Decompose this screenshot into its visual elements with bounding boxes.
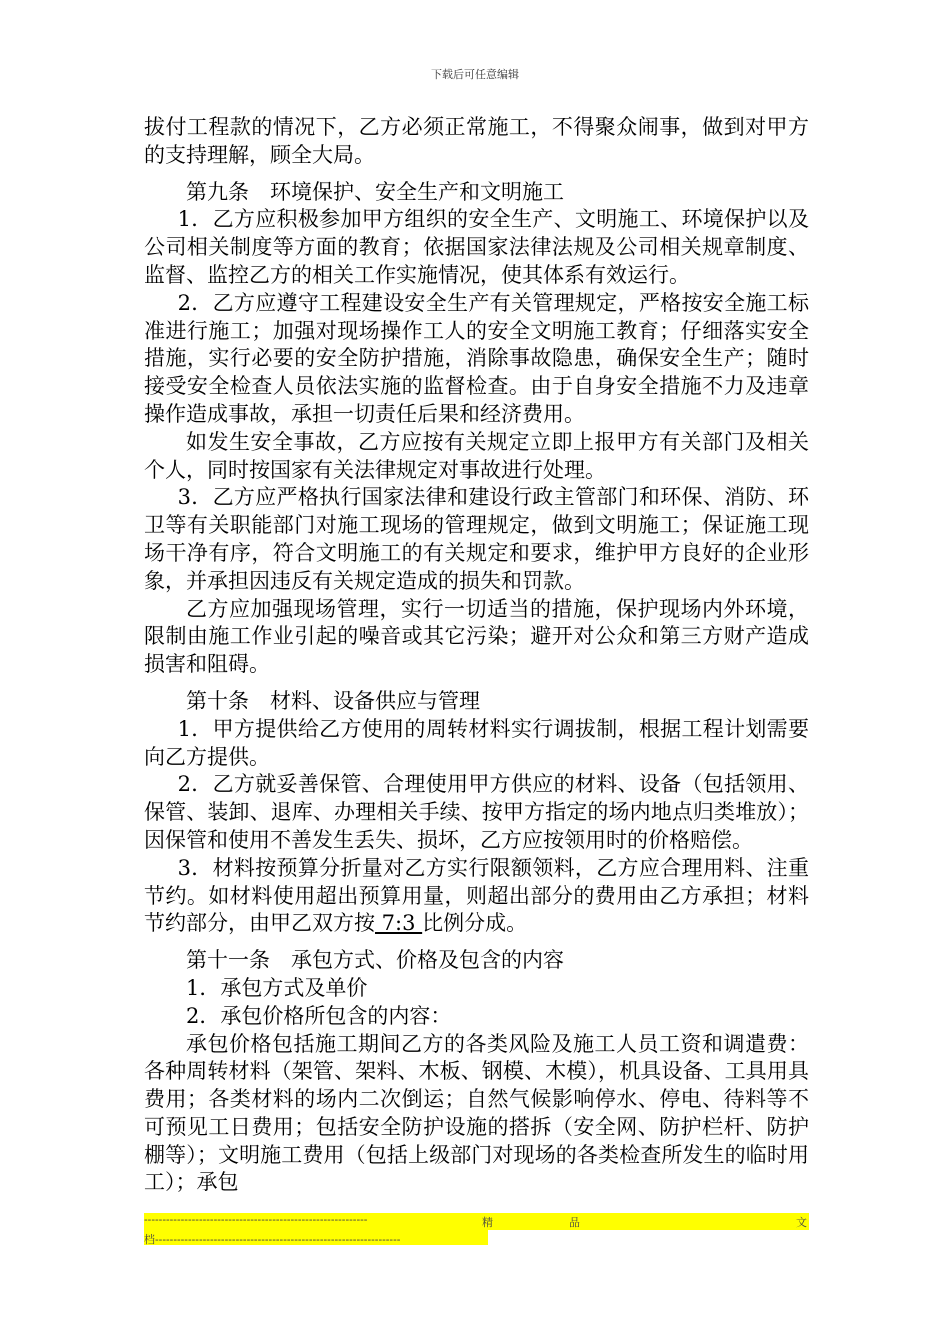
article-9-site-management: 乙方应加强现场管理，实行一切适当的措施，保护现场内外环境，限制由施工作业引起的噪音或其它污染；避开对公众和第三方财产造成损害和阻碍。 — [144, 596, 809, 677]
article-10-item-2: 2．乙方就妥善保管、合理使用甲方供应的材料、设备（包括领用、保管、装卸、退库、办理相关手续、按甲方指定的场内地点归类堆放）；因保管和使用不善发生丢失、损坏，乙方应按领用时的价格赔偿。 — [144, 772, 809, 852]
footer-line-2: 档------------------------------------------------------------------- — [144, 1234, 401, 1245]
item-3-tail: 比例分成。 — [422, 911, 528, 936]
article-9-accident-note: 如发生安全事故，乙方应按有关规定立即上报甲方有关部门及相关个人，同时按国家有关法律规定对事故进行处理。 — [144, 429, 809, 482]
footer-char-jing: 精 — [482, 1217, 493, 1229]
footer-char-pin: 品 — [569, 1217, 580, 1229]
article-9-item-3: 3．乙方应严格执行国家法律和建设行政主管部门和环保、消防、环卫等有关职能部门对施工现场的管理规定，做到文明施工；保证施工现场干净有序，符合文明施工的有关规定和要求，维护甲方良好的企业形象，并承担因违反有关规定造成的损失和罚款。 — [144, 485, 809, 593]
article-10-item-1: 1．甲方提供给乙方使用的周转材料实行调拔制，根据工程计划需要向乙方提供。 — [144, 716, 809, 769]
page-header: 下载后可任意编辑 — [431, 68, 519, 81]
article-10-item-3 — [144, 855, 809, 938]
footer-char-wen: 文 — [796, 1217, 807, 1229]
document-body — [144, 114, 809, 1197]
footer-watermark-bar — [144, 1213, 809, 1230]
article-11-price-content: 承包价格包括施工期间乙方的各类风险及施工人员工资和调遣费：各种周转材料（架管、架料、木板、钢模、木模），机具设备、工具用具费用；各类材料的场内二次倒运；自然气候影响停水、停电、待料等不可预见工日费用；包括安全防护设施的搭拆（安全网、防护栏杆、防护棚等）；文明施工费用（包括上级部门对现场的各类检查所发生的临时用工）；承包 — [144, 1031, 809, 1195]
article-9-item-1: 1．乙方应积极参加甲方组织的安全生产、文明施工、环境保护以及公司相关制度等方面的教育；依据国家法律法规及公司相关规章制度、监督、监控乙方的相关工作实施情况，使其体系有效运行。 — [144, 207, 809, 287]
item-3-text: 3．材料按预算分折量对乙方实行限额领料，乙方应合理用料、注重节约。如材料使用超出预算用量，则超出部分的费用由乙方承担；材料节约部分，由甲乙双方按 — [144, 855, 809, 936]
article-11-item-2: 2．承包价格所包含的内容： — [186, 1003, 452, 1028]
ratio-underlined: 7:3 — [375, 911, 423, 936]
footer-dashes: ------------------------------------------------------------- — [144, 1214, 368, 1226]
article-11-item-1: 1．承包方式及单价 — [186, 975, 368, 1000]
article-11-heading: 第十一条 承包方式、价格及包含的内容 — [186, 948, 564, 973]
paragraph-continuation: 拔付工程款的情况下，乙方必须正常施工，不得聚众闹事，做到对甲方的支持理解，顾全大局。 — [144, 115, 809, 167]
article-9-heading: 第九条 环境保护、安全生产和文明施工 — [186, 179, 564, 204]
article-10-heading: 第十条 材料、设备供应与管理 — [186, 688, 480, 713]
footer-watermark-bar-2 — [144, 1230, 488, 1245]
article-9-item-2: 2．乙方应遵守工程建设安全生产有关管理规定，严格按安全施工标准进行施工；加强对现场操作工人的安全文明施工教育；仔细落实安全措施，实行必要的安全防护措施，消除事故隐患，确保安全生产；随时接受安全检查人员依法实施的监督检查。由于自身安全措施不力及违章操作造成事故，承担一切责任后果和经济费用。 — [144, 290, 809, 426]
